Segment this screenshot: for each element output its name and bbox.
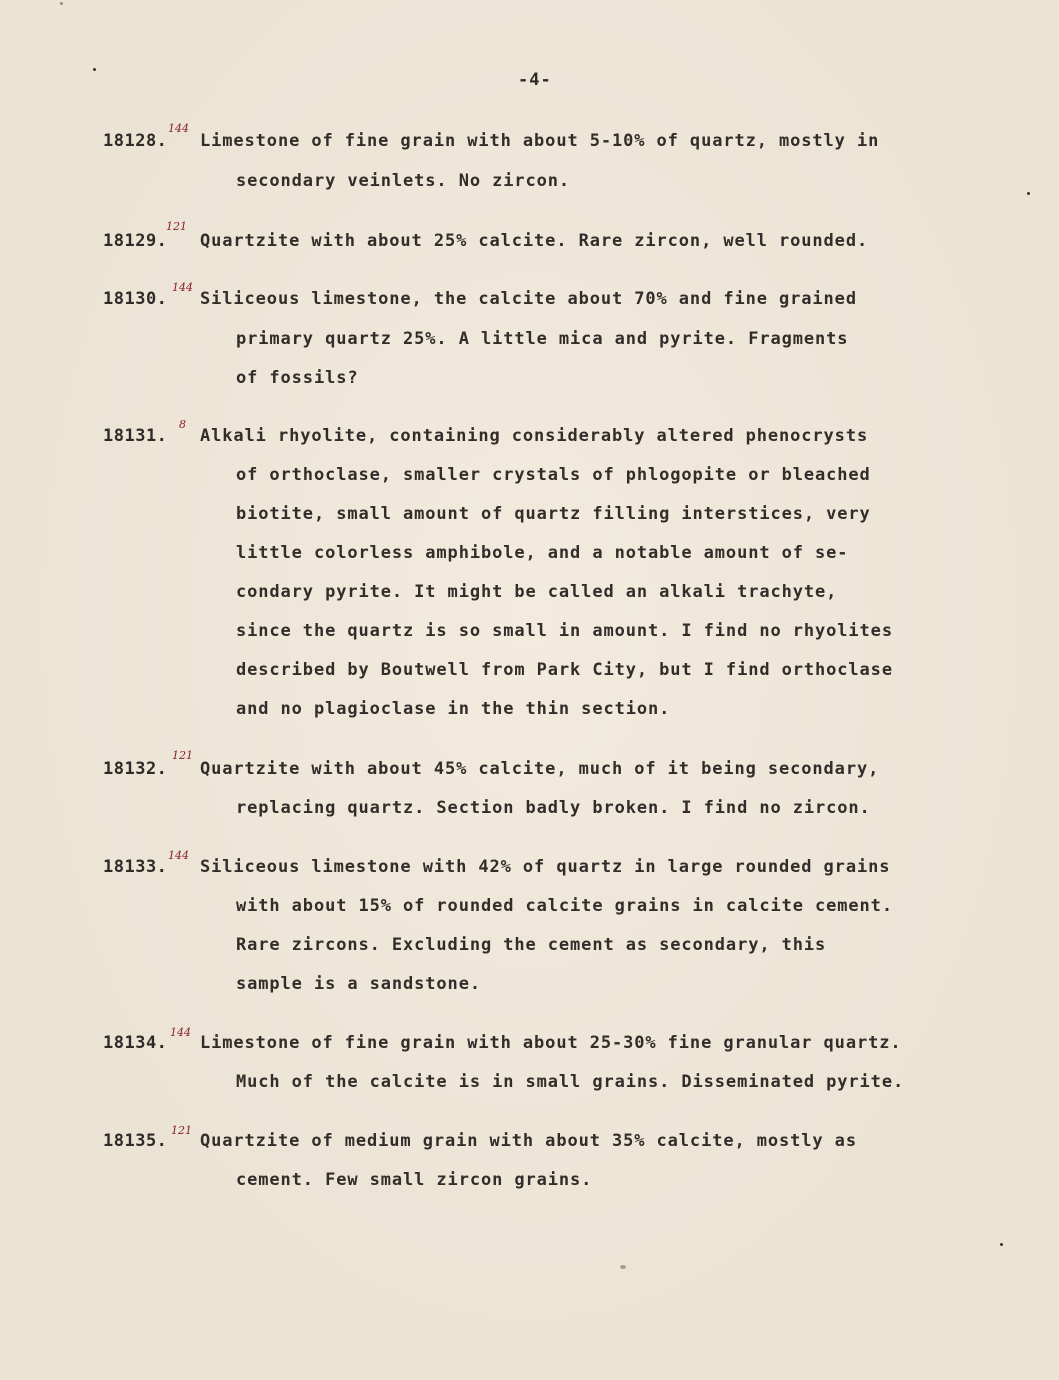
handwritten-annotation: 121 [166,220,187,233]
entry-line: little colorless amphibole, and a notable amount of se- [236,543,849,563]
entry-line: Quartzite with about 25% calcite. Rare zircon, well rounded. [200,231,869,251]
entry-line: primary quartz 25%. A little mica and pyrite. Fragments [236,329,849,349]
entry-line: since the quartz is so small in amount. I find no rhyolites [236,621,893,641]
handwritten-annotation: 144 [168,122,189,135]
entry-line: replacing quartz. Section badly broken. I find no zircon. [236,798,871,818]
handwritten-annotation: 144 [170,1026,191,1039]
paper-speck [60,2,63,5]
entry-line: Quartzite with about 45% calcite, much of it being secondary, [200,759,880,779]
entry-line: condary pyrite. It might be called an alkali trachyte, [236,582,838,602]
entry-line: Much of the calcite is in small grains. Disseminated pyrite. [236,1072,905,1092]
entry-line: Limestone of fine grain with about 5-10% of quartz, mostly in [200,131,880,151]
entry-line: Siliceous limestone, the calcite about 70% and fine grained [200,289,857,309]
entry-line: biotite, small amount of quartz filling interstices, very [236,504,871,524]
entry-line: Rare zircons. Excluding the cement as secondary, this [236,935,827,955]
paper-speck [620,1265,626,1269]
entry-line: sample is a sandstone. [236,974,481,994]
entry-line: of fossils? [236,368,359,388]
page-number: -4- [518,70,552,90]
handwritten-annotation: 121 [171,1124,192,1137]
handwritten-annotation: 144 [168,849,189,862]
sample-number: 18132. [103,759,168,779]
sample-number: 18135. [103,1131,168,1151]
entry-line: and no plagioclase in the thin section. [236,699,671,719]
entry-line: Quartzite of medium grain with about 35% calcite, mostly as [200,1131,857,1151]
sample-number: 18133. [103,857,168,877]
entry-line: Limestone of fine grain with about 25-30% fine granular quartz. [200,1033,902,1053]
entry-line: Siliceous limestone with 42% of quartz in large rounded grains [200,857,891,877]
sample-number: 18131. [103,426,168,446]
handwritten-annotation: 144 [172,281,193,294]
sample-number: 18130. [103,289,168,309]
sample-number: 18128. [103,131,168,151]
entry-line: cement. Few small zircon grains. [236,1170,593,1190]
handwritten-annotation: 121 [172,749,193,762]
handwritten-annotation: 8 [179,418,186,431]
entry-line: of orthoclase, smaller crystals of phlogopite or bleached [236,465,871,485]
sample-number: 18134. [103,1033,168,1053]
entry-line: Alkali rhyolite, containing considerably altered phenocrysts [200,426,869,446]
paper-speck [93,68,96,71]
entry-line: described by Boutwell from Park City, but I find orthoclase [236,660,893,680]
paper-speck [1000,1243,1003,1246]
sample-number: 18129. [103,231,168,251]
paper-speck [1027,192,1030,195]
entry-line: secondary veinlets. No zircon. [236,171,571,191]
entry-line: with about 15% of rounded calcite grains in calcite cement. [236,896,893,916]
